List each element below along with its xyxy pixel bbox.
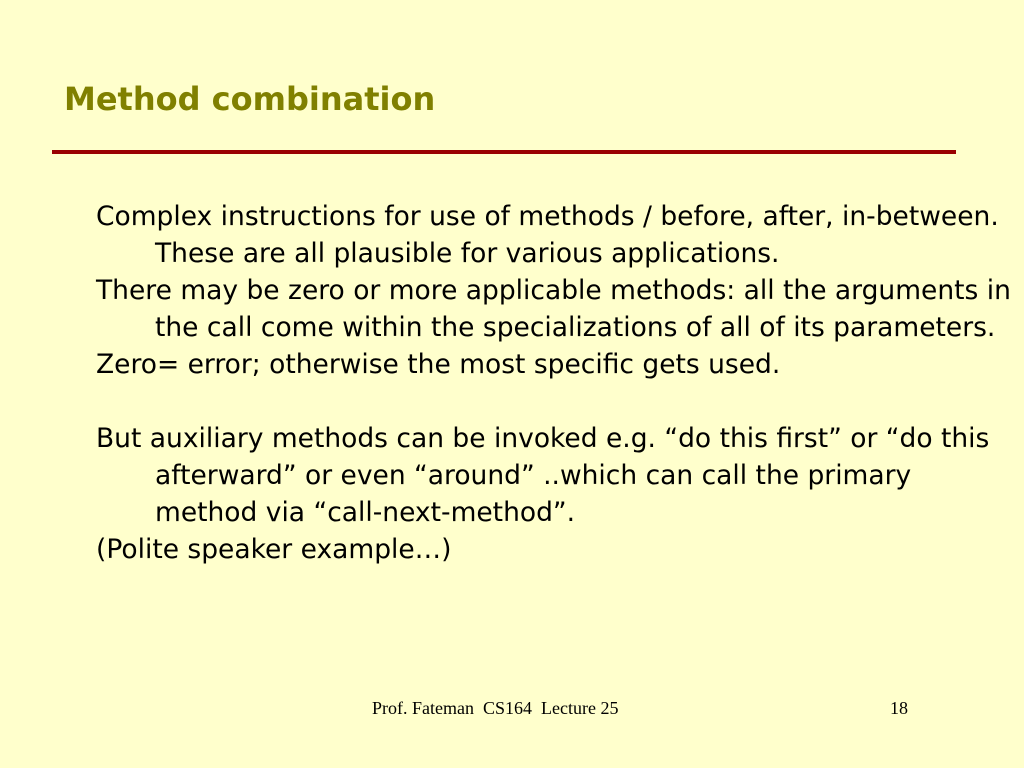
footer-page-number: 18	[890, 698, 908, 718]
slide-body	[96, 198, 1016, 568]
bullet-paragraph: (Polite speaker example…)	[96, 534, 452, 565]
title-underline	[52, 150, 956, 154]
bullet-paragraph: Complex instructions for use of methods / before, after, in-between. These are all plausible for various applications.	[96, 201, 999, 269]
bullet-paragraph: Zero= error; otherwise the most specific gets used.	[96, 349, 781, 380]
bullet-paragraph: There may be zero or more applicable methods: all the arguments in the call come within the specializations of all of its parameters.	[96, 275, 1011, 343]
bullet-paragraph: But auxiliary methods can be invoked e.g. “do this first” or “do this afterward” or even “around” ..which can call the primary method via “call-next-method”.	[96, 423, 990, 528]
footer-lecture-info: Prof. Fateman CS164 Lecture 25	[372, 698, 619, 718]
slide-title: Method combination	[64, 80, 436, 118]
